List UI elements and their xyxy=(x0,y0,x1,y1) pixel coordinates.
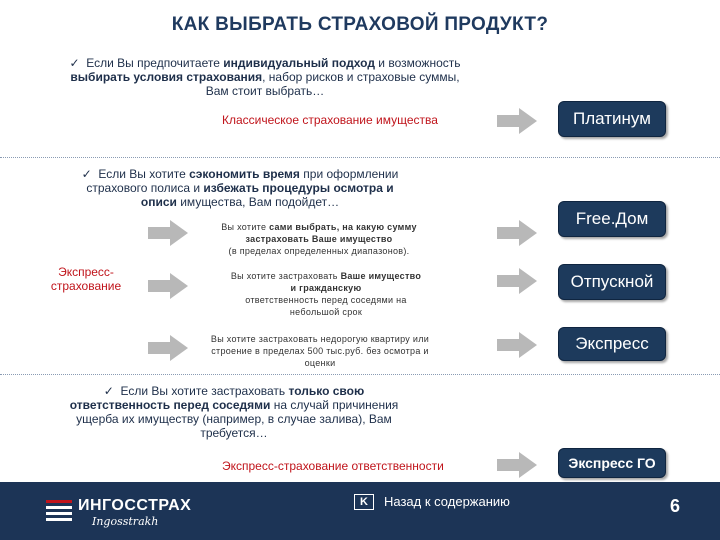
company-logo: ИНГОССТРАХ xyxy=(78,497,192,514)
product-express-go-button[interactable]: Экспресс ГО xyxy=(558,448,666,478)
check-icon: ✓ xyxy=(103,384,114,398)
arrow-icon xyxy=(497,268,537,294)
option-vacation-text: Вы хотите застраховать Ваше имущество и гражданскую ответственность перед соседями на небольшой срок xyxy=(230,271,422,317)
arrow-icon xyxy=(148,335,188,361)
arrow-icon xyxy=(497,220,537,246)
option-express-text: Вы хотите застраховать недорогую квартиру или строение в пределах 500 тыс.руб. без осмотра и оценки xyxy=(210,334,430,368)
express-insurance-label: Экспресс-страхование xyxy=(50,265,122,293)
product-platinum-button[interactable]: Платинум xyxy=(558,101,666,137)
section1-text: ✓ Если Вы предпочитаете индивидуальный подход и возможность выбирать условия страхования, набор рисков и страховые суммы, Вам стоит выбрать… xyxy=(69,56,461,98)
arrow-icon xyxy=(148,273,188,299)
product-express-button[interactable]: Экспресс xyxy=(558,327,666,361)
back-to-contents-link[interactable]: Назад к содержанию xyxy=(384,494,510,509)
page-number: 6 xyxy=(669,496,680,516)
check-icon: ✓ xyxy=(69,56,80,70)
arrow-icon xyxy=(497,108,537,134)
check-icon: ✓ xyxy=(81,167,92,181)
product-vacation-button[interactable]: Отпускной xyxy=(558,264,666,300)
back-icon[interactable]: K xyxy=(354,494,374,510)
option-classic: Классическое страхование имущества xyxy=(222,113,438,127)
product-freedom-button[interactable]: Free.Дом xyxy=(558,201,666,237)
option-freedom-text: Вы хотите сами выбрать, на какую сумму застраховать Ваше имущество (в пределах определенных диапазонов). xyxy=(221,222,417,256)
page-title: КАК ВЫБРАТЬ СТРАХОВОЙ ПРОДУКТ? xyxy=(171,14,549,35)
section2-text: ✓ Если Вы хотите сэкономить время при оформлении страхового полиса и избежать процедуры осмотра и описи имущества, Вам подойдет… xyxy=(81,167,399,209)
section-divider xyxy=(0,374,720,375)
option-liability: Экспресс-страхование ответственности xyxy=(222,459,444,473)
arrow-icon xyxy=(497,452,537,478)
logo-icon xyxy=(44,496,74,526)
section3-text: ✓ Если Вы хотите застраховать только свою ответственность перед соседями на случай причинения ущерба их имуществу (например, в случае залива), Вам требуется… xyxy=(69,384,399,440)
arrow-icon xyxy=(148,220,188,246)
arrow-icon xyxy=(497,332,537,358)
section-divider xyxy=(0,157,720,158)
company-logo-script: Ingosstrakh xyxy=(92,515,159,528)
